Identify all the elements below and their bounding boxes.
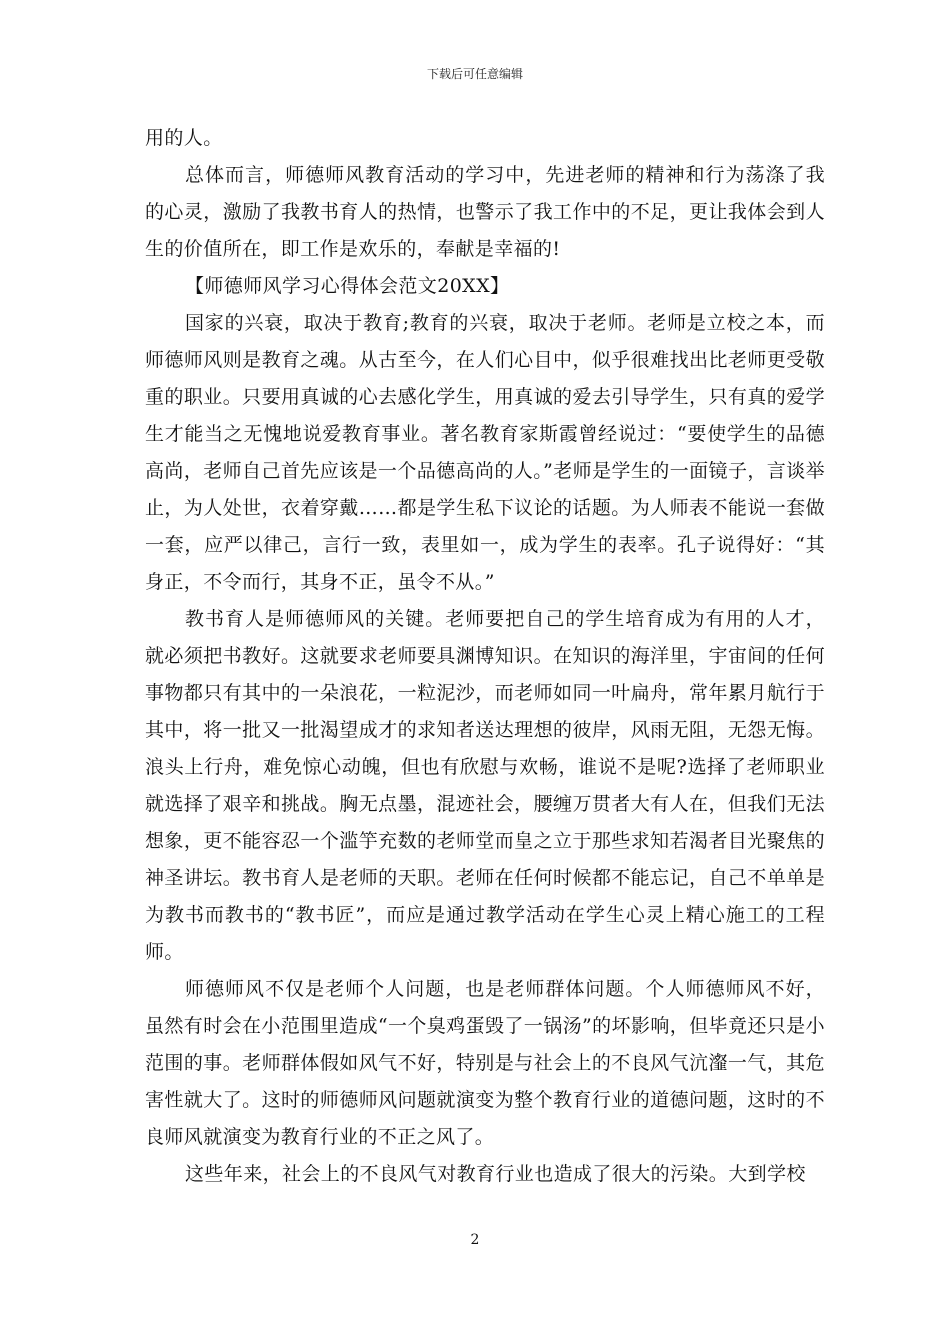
paragraph: 总体而言，师德师风教育活动的学习中，先进老师的精神和行为荡涤了我的心灵，激励了我教书育人的热情，也警示了我工作中的不足，更让我体会到人生的价值所在，即工作是欢乐的，奉献是幸福的!: [145, 164, 825, 260]
section-title: 【师德师风学习心得体会范文20XX】: [185, 275, 510, 297]
page-number: 2: [470, 1232, 480, 1248]
paragraph: 这些年来，社会上的不良风气对教育行业也造成了很大的污染。大到学校: [185, 1163, 806, 1185]
paragraph: 国家的兴衰，取决于教育;教育的兴衰，取决于老师。老师是立校之本，而师德师风则是教育之魂。从古至今，在人们心目中，似乎很难找出比老师更受敬重的职业。只要用真诚的心去感化学生，用真诚的爱去引导学生，只有真的爱学生才能当之无愧地说爱教育事业。著名教育家斯霞曾经说过：“要使学生的品德高尚，老师自己首先应该是一个品德高尚的人。”老师是学生的一面镜子，言谈举止，为人处世，衣着穿戴……都是学生私下议论的话题。为人师表不能说一套做一套，应严以律己，言行一致，表里如一，成为学生的表率。孔子说得好：“其身正，不令而行，其身不正，虽令不从。”: [145, 312, 825, 593]
page-header: 下载后可任意编辑: [426, 67, 523, 81]
paragraph: 师德师风不仅是老师个人问题，也是老师群体问题。个人师德师风不好，虽然有时会在小范围里造成“一个臭鸡蛋毁了一锅汤”的坏影响，但毕竟还只是小范围的事。老师群体假如风气不好，特别是与社会上的不良风气沆瀣一气，其危害性就大了。这时的师德师风问题就演变为整个教育行业的道德问题，这时的不良师风就演变为教育行业的不正之风了。: [145, 978, 825, 1148]
paragraph: 教书育人是师德师风的关键。老师要把自己的学生培育成为有用的人才，就必须把书教好。这就要求老师要具渊博知识。在知识的海洋里，宇宙间的任何事物都只有其中的一朵浪花，一粒泥沙，而老师如同一叶扁舟，常年累月航行于其中，将一批又一批渴望成才的求知者送达理想的彼岸，风雨无阻，无怨无悔。浪头上行舟，难免惊心动魄，但也有欣慰与欢畅，谁说不是呢?选择了老师职业就选择了艰辛和挑战。胸无点墨，混迹社会，腰缠万贯者大有人在，但我们无法想象，更不能容忍一个滥竽充数的老师堂而皇之立于那些求知若渴者目光聚焦的神圣讲坛。教书育人是老师的天职。老师在任何时候都不能忘记，自己不单单是为教书而教书的“教书匠”，而应是通过教学活动在学生心灵上精心施工的工程师。: [145, 608, 825, 963]
paragraph: 用的人。: [145, 127, 223, 149]
document-body: [145, 120, 825, 1193]
